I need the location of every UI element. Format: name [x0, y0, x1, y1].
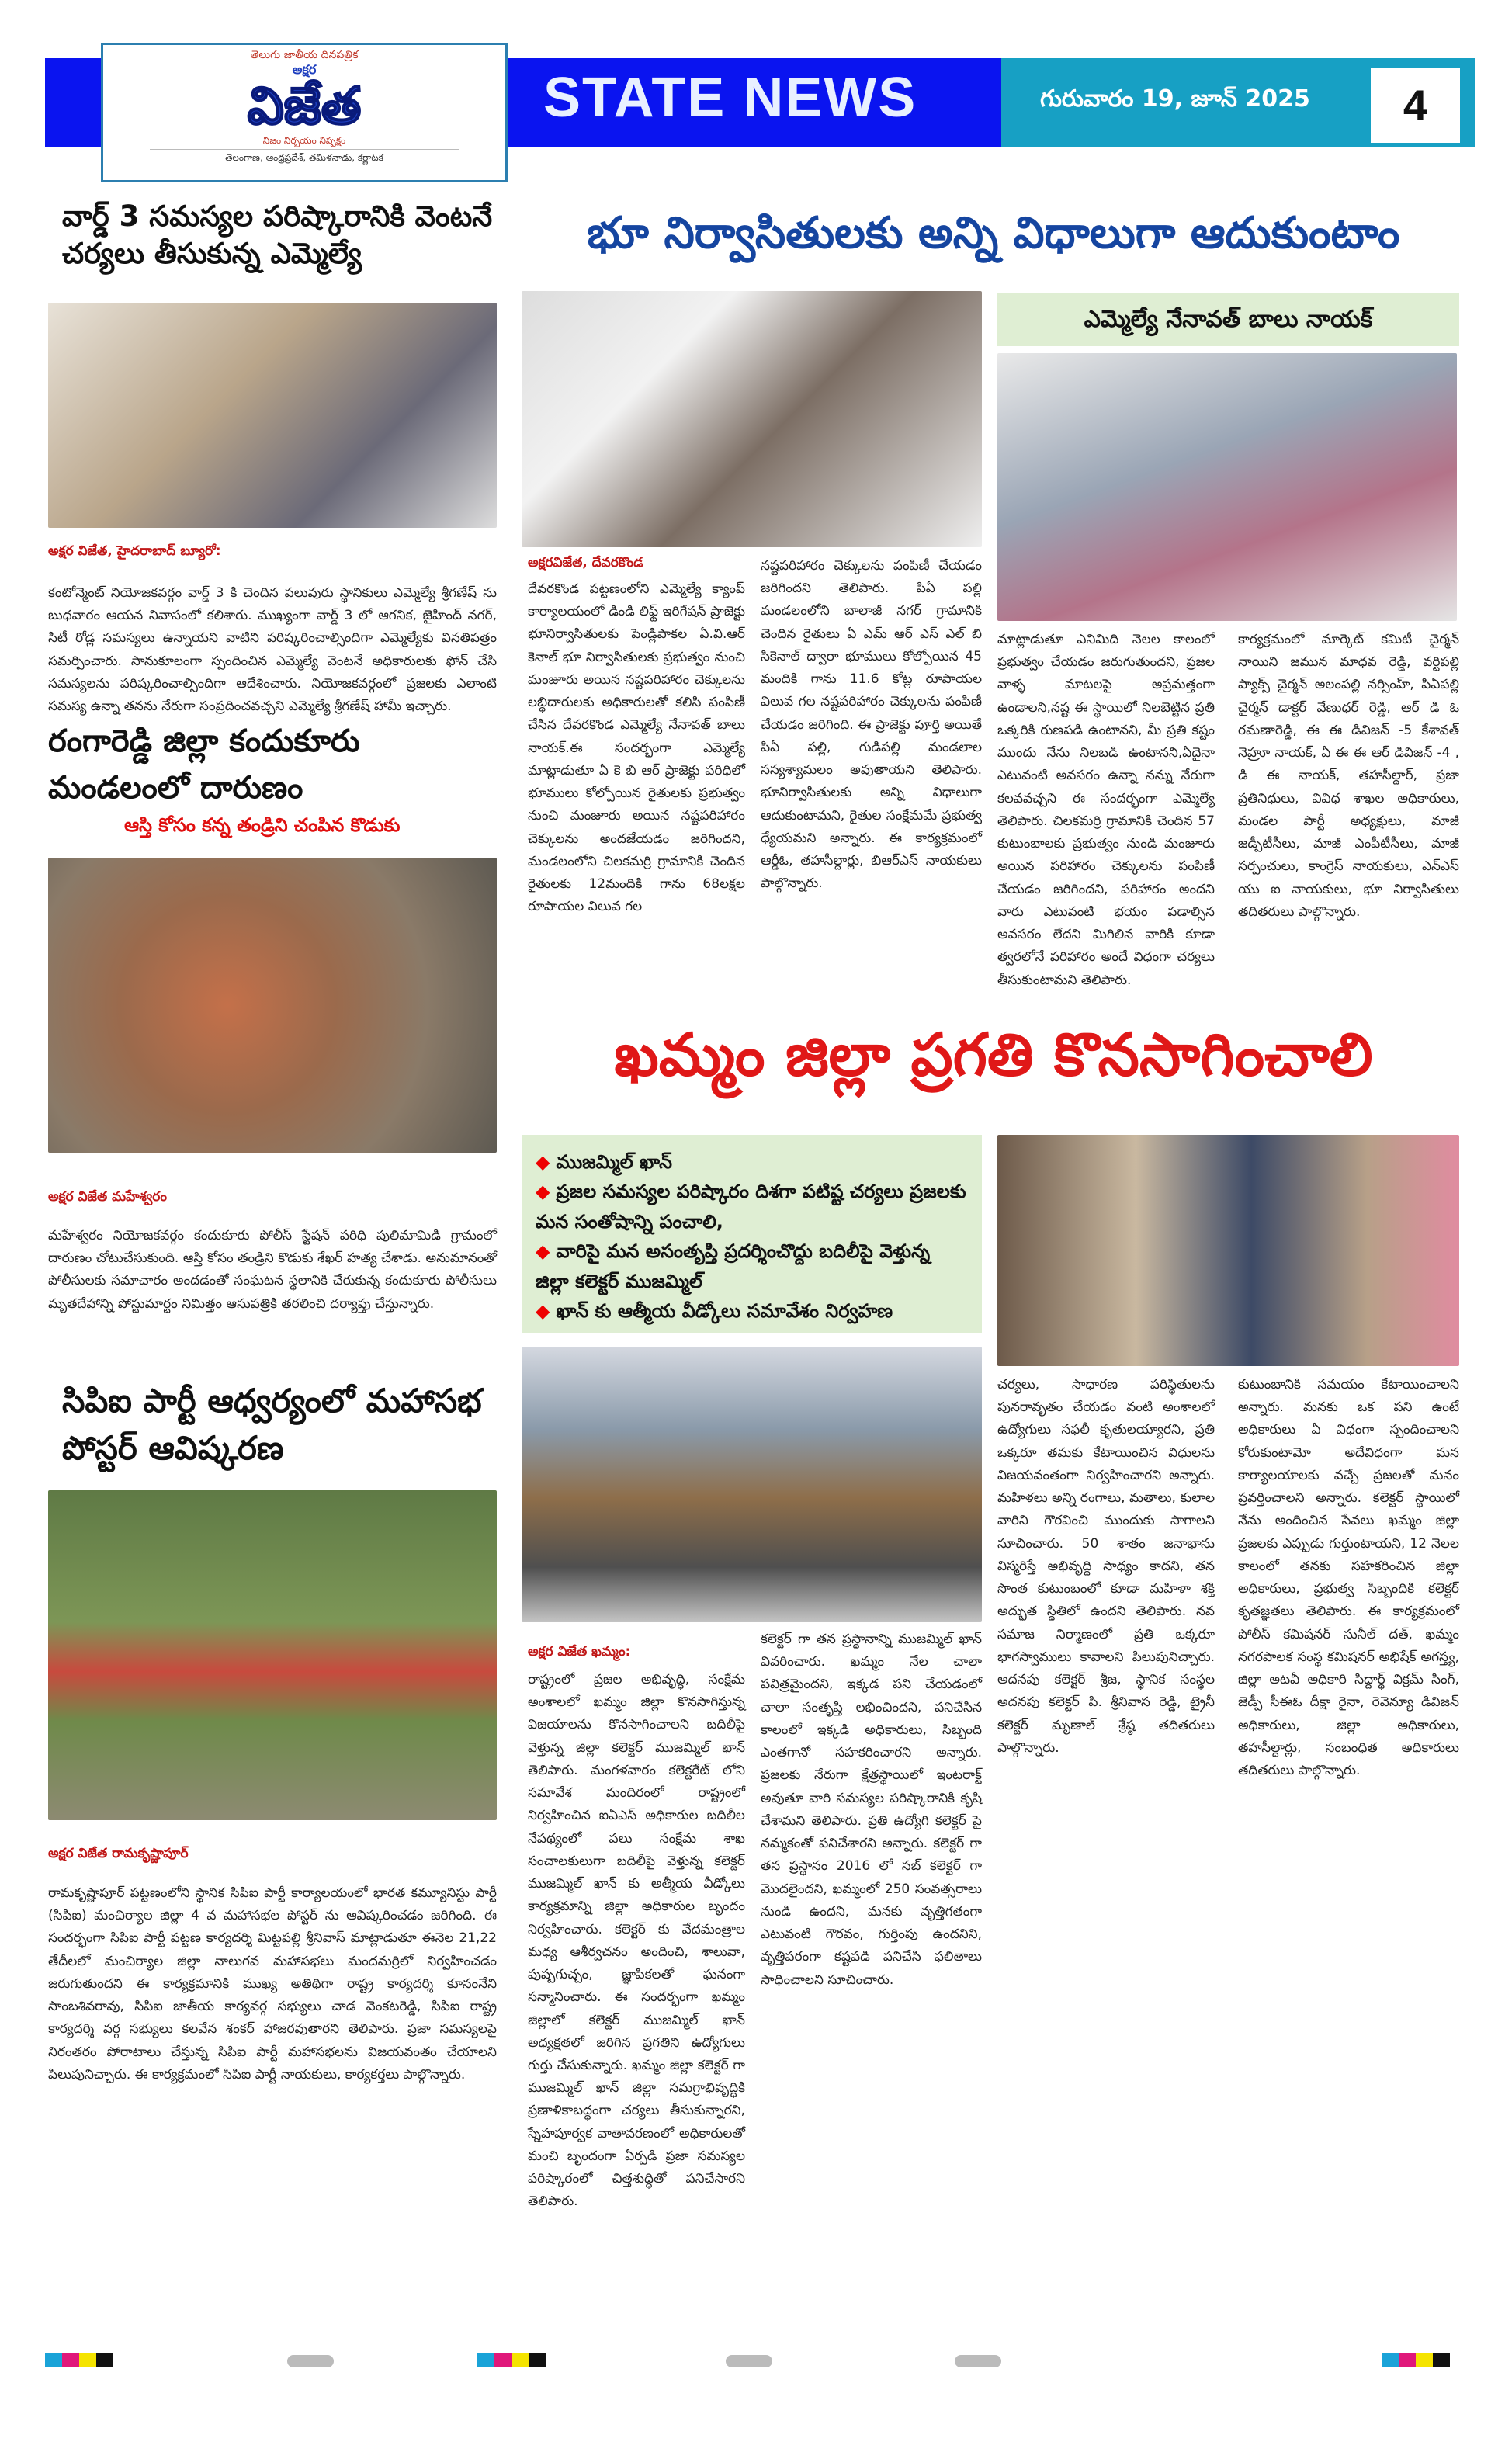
logo-states: తెలంగాణ, ఆంధ్రప్రదేశ్, తమిళనాడు, కర్ణాటక [150, 149, 459, 164]
story4-photo-right [997, 353, 1457, 621]
story2-byline: అక్షర విజేత మహేశ్వరం [48, 1189, 167, 1205]
highlight-text: ప్రజల సమస్యల పరిష్కారం దిశగా పటిష్ట చర్యలు ప్రజలకు మన సంతోషాన్ని పంచాలి, [536, 1181, 966, 1233]
story5-photo-meeting [997, 1135, 1459, 1366]
story5-body-col3: చర్యలు, సాధారణ పరిస్థితులను పునరావృతం చేయడం వంటి అంశాలలో ఉద్యోగులు సఫలీ కృతులయ్యారని, ప్రతి ఒక్కరూ తమకు కేటాయించిన విధులను విజయవంతంగా నిర్వహించారని అన్నారు. మహిళలు అన్ని రంగాలు, మతాలు, కులాల వారిని గౌరవించి ముందుకు సాగాలని సూచించారు. 50 శాతం జనాభాను విస్మరిస్తే అభివృద్ధి సాధ్యం కాదని, తన సొంత కుటుంబంలో కూడా మహిళా శక్తి అద్భుత స్థితిలో ఉందని తెలిపారు. నవ సమాజ నిర్మాణంలో ప్రతి ఒక్కరూ భాగస్వాములు కావాలని పిలుపునిచ్చారు. అదనపు కలెక్టర్ శ్రీజ, స్థానిక సంస్థల అదనపు కలెక్టర్ పి. శ్రీనివాస రెడ్డి, ట్రైనీ కలెక్టర్ మృణాల్ శ్రేష్ఠ తదితరులు పాల్గొన్నారు. [997, 1377, 1215, 1756]
bullet-diamond-icon: ◆ [536, 1240, 550, 1263]
highlight-item [536, 1147, 968, 1177]
bullet-diamond-icon: ◆ [536, 1181, 550, 1203]
logo-prefix: అక్షర [292, 62, 317, 77]
bullet-diamond-icon: ◆ [536, 1151, 550, 1173]
story3-byline: అక్షర విజేత రామకృష్ణాపూర్ [48, 1846, 189, 1861]
story4-body-col1: దేవరకొండ పట్టణంలోని ఎమ్మెల్యే క్యాంప్ కార్యాలయంలో డిండి లిఫ్ట్ ఇరిగేషన్ ప్రాజెక్టు భూనిర్వాసితులకు పెండ్లిపాకల ఏ.వి.ఆర్ కెనాల్ భూ నిర్వాసితులకు ప్రభుత్వం నుంచి మంజూరు అయిన నష్టపరిహారం చెక్కులను లబ్ధిదారులకు అధికారులతో కలిసి పంపిణీ చేసిన దేవరకొండ ఎమ్మెల్యే నేనావత్ బాలు నాయక్.ఈ సందర్భంగా ఎమ్మెల్యే మాట్లాడుతూ ఏ కె బి ఆర్ ప్రాజెక్టు పరిధిలో భూములు కోల్పోయిన రైతులకు ప్రభుత్వం నుంచి మంజూరు అయిన నష్టపరిహారం చెక్కులను అందజేయడం జరిగిందని, మండలంలోని చిలకమర్రి గ్రామానికి చెందిన రైతులకు 12మందికి గాను 68లక్షల రూపాయల విలువ గల [528, 581, 745, 915]
highlight-text: ఖాన్ కు ఆత్మీయ వీడ్కోలు సమావేశం నిర్వహణ [556, 1299, 893, 1322]
story5-body-col2: కలెక్టర్ గా తన ప్రస్థానాన్ని ముజమ్మిల్ ఖాన్ వివరించారు. ఖమ్మం నేల చాలా పవిత్రమైందని, ఇక్కడ పని చేయడంలో చాలా సంతృప్తి లభించిందని, పనిచేసిన కాలంలో ఇక్కడి అధికారులు, సిబ్బంది ఎంతగానో సహకరించారని అన్నారు. ప్రజలకు నేరుగా క్షేత్రస్థాయిలో ఇంటరాక్ట్ అవుతూ వారి సమస్యల పరిష్కారానికి కృషి చేశామని తెలిపారు. ప్రతి ఉద్యోగి కలెక్టర్ పై నమ్మకంతో పనిచేశారని అన్నారు. కలెక్టర్ గా తన ప్రస్థానం 2016 లో సబ్ కలెక్టర్ గా మొదలైందని, ఖమ్మంలో 250 సంవత్సరాలు నుండి ఉందని, మనకు వృత్తిగతంగా ఎటువంటి గౌరవం, గుర్తింపు ఉందనిని, వృత్తిపరంగా కష్టపడి పనిచేసి ఫలితాలు సాధించాలని సూచించారు. [761, 1632, 982, 1988]
issue-date: గురువారం 19, జూన్ 2025 [1040, 85, 1310, 113]
logo-tagline: తెలుగు జాతీయ దినపత్రిక [250, 49, 359, 61]
story5-body-col4: కుటుంబానికి సమయం కేటాయించాలని అన్నారు. మనకు ఒక పని ఉంటే అధికారులు ఏ విధంగా స్పందించాలని కోరుకుంటామో అదేవిధంగా మన కార్యాలయాలకు వచ్చే ప్రజలతో మనం ప్రవర్తించాలని అన్నారు. కలెక్టర్ స్థాయిలో నేను అందించిన సేవలు ఖమ్మం జిల్లా ప్రజలకు ఎప్పుడు గుర్తుంటాయని, 12 నెలల కాలంలో తనకు సహకరించిన జిల్లా అధికారులు, ప్రభుత్వ సిబ్బందికి కలెక్టర్ కృతజ్ఞతలు తెలిపారు. ఈ కార్యక్రమంలో పోలీస్ కమిషనర్ సునీల్ దత్, ఖమ్మం నగరపాలక సంస్థ కమిషనర్ అభిషేక్ అగస్త్య, జిల్లా అటవీ అధికారి సిద్దార్థ్ విక్రమ్ సింగ్, జెడ్పీ సీఈఓ దీక్షా రైనా, రెవెన్యూ డివిజన్ అధికారులు, జిల్లా అధికారులు, తహసీల్దార్లు, సంబంధిత అధికారులు తదితరులు పాల్గొన్నారు. [1238, 1377, 1459, 1778]
logo-motto: నిజం నిర్భయం నిష్పక్షం [262, 135, 346, 146]
story4-headline: భూ నిర్వాసితులకు అన్ని విధాలుగా ఆదుకుంటాం [587, 208, 1400, 258]
color-registration-marks [1382, 2353, 1450, 2370]
story4-photo-left [522, 291, 982, 547]
highlight-text: వారిపై మన అసంతృప్తి ప్రదర్శించొద్దు బదిలీపై వెళ్తున్న జిల్లా కలెక్టర్ ముజమ్మిల్ [536, 1240, 931, 1292]
story4-body-col4: కార్యక్రమంలో మార్కెట్ కమిటీ చైర్మన్ నాయిని జమున మాధవ రెడ్డి, వర్టిపల్లి ప్యాక్స్ చైర్మన్ అలంపల్లి నర్సింహ్, పిఏపల్లి చైర్మన్ డాక్టర్ వేణుధర్ రెడ్డి, ఆర్ డి ఓ రమణారెడ్డి, ఈ ఈ డివిజన్ -5 కేశావత్ నెహ్రూ నాయక్, ఏ ఈ ఈ ఆర్ డివిజన్ -4 , డి ఈ నాయక్, తహసీల్దార్, ప్రజా ప్రతినిధులు, వివిధ శాఖల అధికారులు, మండల పార్టీ అధ్యక్షులు, మాజీ జడ్పీటీసీలు, మాజీ ఎంపీటీసీలు, మాజీ సర్పంచులు, కాంగ్రెస్ నాయకులు, ఎన్ఎస్ యు ఐ నాయకులు, భూ నిర్వాసితులు తదితరులు పాల్గొన్నారు. [1238, 632, 1459, 920]
story1-byline: అక్షర విజేత, హైదరాబాద్ బ్యూరో: [48, 543, 221, 559]
highlight-item [536, 1236, 968, 1296]
story4-subhead: ఎమ్మెల్యే నేనావత్ బాలు నాయక్ [997, 293, 1459, 346]
print-mark [287, 2355, 334, 2367]
story5-byline: అక్షర విజేత ఖమ్మం: [528, 1644, 631, 1660]
story1-body: కంటోన్మెంట్ నియోజకవర్గం వార్డ్ 3 కి చెందిన పలువురు స్థానికులు ఎమ్మెల్యే శ్రీగణేష్ ను బుధవారం ఆయన నివాసంలో కలిశారు. ముఖ్యంగా వార్డ్ 3 లో ఆగనిక, జైహింద్ నగర్, సిటీ రోడ్ల సమస్యలు ఉన్నాయని వాటిని పరిష్కరించాల్సిందిగా ఎమ్మెల్యేకు వినతిపత్రం సమర్పించారు. సానుకూలంగా స్పందించిన ఎమ్మెల్యే వెంటనే అధికారులకు ఫోన్ చేసి సమస్యలను పరిష్కరించాల్సిందిగా ఆదేశించారు. నియోజకవర్గంలో ప్రజలకు ఎలాంటి సమస్య ఉన్నా తనను నేరుగా సంప్రదించవచ్చని ఎమ్మెల్యే శ్రీగణేష్ హామీ ఇచ్చారు. [48, 585, 497, 715]
story2-subhead: ఆస్తి కోసం కన్న తండ్రిని చంపిన కొడుకు [124, 814, 401, 836]
color-registration-marks [477, 2353, 546, 2370]
print-mark [726, 2355, 772, 2367]
story5-highlights [522, 1135, 982, 1333]
highlight-text: ముజమ్మిల్ ఖాన్ [556, 1151, 672, 1173]
story3-body: రామకృష్ణాపూర్ పట్టణంలోని స్థానిక సిపిఐ పార్టీ కార్యాలయంలో భారత కమ్యూనిస్టు పార్టీ (సిపిఐ) మంచిర్యాల జిల్లా 4 వ మహాసభల పోస్టర్ ను ఆవిష్కరించడం జరిగింది. ఈ సందర్భంగా సిపిఐ పార్టీ పట్టణ కార్యదర్శి మిట్టపల్లి శ్రీనివాస్ మాట్లాడుతూ ఈనెల 21,22 తేదీలలో మంచిర్యాల జిల్లా నాలుగవ మహాసభలు మందమర్రిలో నిర్వహించడం జరుగుతుందని ఈ కార్యక్రమానికి ముఖ్య అతిథిగా రాష్ట్ర కార్యదర్శి కూనంనేని సాంబశివరావు, సిపిఐ జాతీయ కార్యవర్గ సభ్యులు చాడ వెంకటరెడ్డి, సిపిఐ రాష్ట్ర కార్యదర్శి వర్గ సభ్యులు కలవేన శంకర్ హాజరవుతారని తెలిపారు. ప్రజా సమస్యలపై నిరంతరం పోరాటాలు చేస్తున్న సిపిఐ పార్టీ మహాసభలను విజయవంతం చేయాలని పిలుపునిచ్చారు. ఈ కార్యక్రమంలో సిపిఐ పార్టీ నాయకులు, కార్యకర్తలు పాల్గొన్నారు. [48, 1885, 497, 2083]
print-mark [955, 2355, 1001, 2367]
story1-photo [48, 303, 497, 528]
story4-body-col2: నష్టపరిహారం చెక్కులను పంపిణీ చేయడం జరిగిందని తెలిపారు. పిఏ పల్లి మండలంలోని బాలాజీ నగర్ గ్రామానికి చెందిన రైతులు ఏ ఎమ్ ఆర్ ఎస్ ఎల్ బి సికెనాల్ ద్వారా భూములు కోల్పోయిన 45 మందికి గాను 11.6 కోట్ల రూపాయల విలువ గల నష్టపరిహారం చెక్కులను పంపిణీ చేయడం జరిగింది. ఈ ప్రాజెక్టు పూర్తి అయితే పిఏ పల్లి, గుడిపల్లి మండలాల సస్యశ్యామలం అవుతాయని తెలిపారు. భూనిర్వాసితులకు అన్ని విధాలుగా ఆదుకుంటామని, రైతుల సంక్షేమమే ప్రభుత్వ ధ్యేయమని అన్నారు. ఈ కార్యక్రమంలో ఆర్డీఓ, తహసీల్దార్లు, బిఆర్ఎస్ నాయకులు పాల్గొన్నారు. [761, 558, 982, 892]
story3-headline: సిపిఐ పార్టీ ఆధ్వర్యంలో మహాసభ పోస్టర్ ఆవిష్కరణ [62, 1382, 482, 1467]
section-title: STATE NEWS [543, 67, 917, 129]
logo-name: విజేత [247, 76, 362, 136]
story4-byline: అక్షరవిజేత, దేవరకొండ [528, 555, 643, 571]
bullet-diamond-icon: ◆ [536, 1299, 550, 1322]
color-registration-marks [45, 2353, 113, 2370]
story5-body-col1: రాష్ట్రంలో ప్రజల అభివృద్ధి, సంక్షేమ అంశాలలో ఖమ్మం జిల్లా కొనసాగిస్తున్న విజయాలను కొనసాగించాలని బదిలీపై వెళ్తున్న జిల్లా కలెక్టర్ ముజమ్మిల్ ఖాన్ తెలిపారు. మంగళవారం కలెక్టరేట్ లోని సమావేశ మందిరంలో రాష్ట్రంలో నిర్వహించిన ఐఏఎస్ అధికారుల బదిలీల నేపథ్యంలో పలు సంక్షేమ శాఖ సంచాలకులుగా బదిలీపై వెళ్తున్న కలెక్టర్ ముజమ్మిల్ ఖాన్ కు అత్మీయ వీడ్కోలు కార్యక్రమాన్ని జిల్లా అధికారుల బృందం నిర్వహించారు. కలెక్టర్ కు వేదమంత్రాల మధ్య ఆశీర్వచనం అందించి, శాలువా, పుష్పగుచ్చం, జ్ఞాపికలతో ఘనంగా సన్మానించారు. ఈ సందర్భంగా ఖమ్మం జిల్లాలో కలెక్టర్ ముజమ్మిల్ ఖాన్ అధ్యక్షతలో జరిగిన ప్రగతిని ఉద్యోగులు గుర్తు చేసుకున్నారు. ఖమ్మం జిల్లా కలెక్టర్ గా ముజమ్మిల్ ఖాన్ జిల్లా సమగ్రాభివృద్ధికి ప్రణాళికాబద్ధంగా చర్యలు తీసుకున్నారని, స్నేహపూర్వక వాతావరణంలో అధికారులతో మంచి బృందంగా ఏర్పడి ప్రజా సమస్యల పరిష్కారంలో చిత్తశుద్ధితో పనిచేసారని తెలిపారు. [528, 1672, 745, 2210]
highlight-item [536, 1177, 968, 1236]
highlight-item [536, 1296, 968, 1326]
story2-headline: రంగారెడ్డి జిల్లా కందుకూరు మండలంలో దారుణం [48, 723, 360, 806]
story2-photo [48, 858, 497, 1153]
story5-headline: ఖమ్మం జిల్లా ప్రగతి కొనసాగించాలి [614, 1020, 1373, 1089]
story4-body-col3: మాట్లాడుతూ ఎనిమిది నెలల కాలంలో ప్రభుత్వం చేయడం జరుగుతుందని, ప్రజల వాళ్ళ మాటలపై అప్రమత్తంగా ఉండాలని,నష్ట ఈ స్థాయిలో నిలబెట్టిన ప్రతి ఒక్కరికి రుణపడి ఉంటానని, మీ ప్రతి కష్టం ముందు నేను నిలబడి ఉంటానని,ఏదైనా ఎటువంటి అవసరం ఉన్నా నన్ను నేరుగా కలవవచ్చని ఈ సందర్భంగా ఎమ్మెల్యే తెలిపారు. చిలకమర్రి గ్రామానికి చెందిన 57 కుటుంబాలకు ప్రభుత్వం నుండి మంజూరు అయిన పరిహారం చెక్కులను పంపిణీ చేయడం జరిగిందని, పరిహారం అందని వారు ఎటువంటి భయం పడాల్సిన అవసరం లేదని మిగిలిన వారికి కూడా త్వరలోనే పరిహారం అందే విధంగా చర్యలు తీసుకుంటామని తెలిపారు. [997, 632, 1215, 988]
page-number: 4 [1371, 68, 1460, 143]
story3-photo [48, 1490, 497, 1820]
story2-body: మహేశ్వరం నియోజకవర్గం కందుకూరు పోలీస్ స్టేషన్ పరిధి పులిమామిడి గ్రామంలో దారుణం చోటుచేసుకుంది. ఆస్తి కోసం తండ్రిని కొడుకు శేఖర్ హత్య చేశాడు. అనుమానంతో పోలీసులకు సమాచారం అందడంతో సంఘటన స్థలానికి చేరుకున్న కందుకూరు పోలీసులు మృతదేహాన్ని పోస్టుమార్టం నిమిత్తం ఆసుపత్రికి తరలించి దర్యాప్తు చేస్తున్నారు. [48, 1228, 497, 1312]
story1-headline: వార్డ్ 3 సమస్యల పరిష్కారానికి వెంటనే చర్యలు తీసుకున్న ఎమ్మెల్యే [62, 199, 493, 271]
newspaper-logo [101, 43, 508, 182]
story5-photo-parade [522, 1347, 982, 1622]
